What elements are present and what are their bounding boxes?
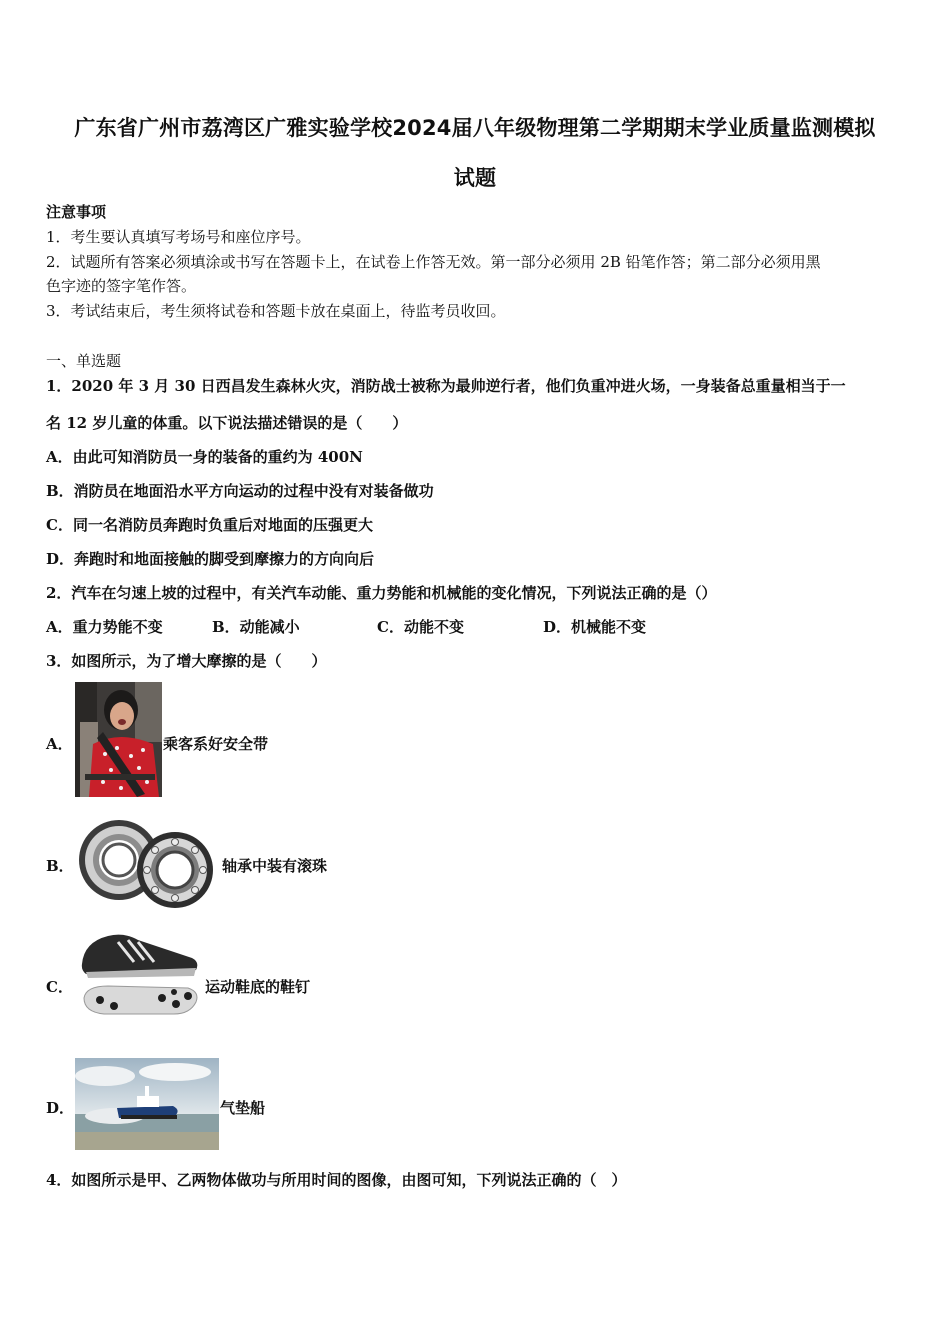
section-heading: 一、单选题 [46, 352, 122, 370]
question-3-option-d-letter: D． [46, 1099, 75, 1117]
question-3-option-b-text: 轴承中装有滚珠 [222, 857, 328, 875]
question-3-option-c-text: 运动鞋底的鞋钉 [205, 978, 311, 996]
question-2-option-d: D．机械能不变 [543, 618, 647, 636]
question-1-option-c: C．同一名消防员奔跑时负重后对地面的压强更大 [46, 516, 373, 534]
question-3-option-d-text: 气垫船 [220, 1099, 266, 1117]
ball-bearings-photo [75, 818, 220, 908]
question-3-option-c-letter: C． [46, 978, 73, 996]
question-1-stem-continued: 名 12 岁儿童的体重。以下说法描述错误的是（ ） [46, 414, 408, 432]
notice-item: 1．考生要认真填写考场号和座位序号。 [46, 228, 311, 246]
question-1-option-b: B．消防员在地面沿水平方向运动的过程中没有对装备做功 [46, 482, 434, 500]
question-1-stem: 1．2020 年 3 月 30 日西昌发生森林火灾，消防战士被称为最帅逆行者，他们负重冲进火场，一身装备总重量相当于一 [46, 377, 846, 395]
notice-heading: 注意事项 [46, 203, 107, 221]
ball-bearings-image [75, 818, 220, 908]
question-1-option-a: A．由此可知消防员一身的装备的重约为 400N [46, 448, 363, 466]
question-3-option-a-text: 乘客系好安全带 [163, 735, 269, 753]
page-title: 广东省广州市荔湾区广雅实验学校2024届八年级物理第二学期期末学业质量监测模拟 [74, 116, 876, 140]
notice-item: 3．考试结束后，考生须将试卷和答题卡放在桌面上，待监考员收回。 [46, 302, 506, 320]
page-title-continued: 试题 [453, 166, 497, 190]
question-2-option-a: A．重力势能不变 [46, 618, 163, 636]
hovercraft-photo [75, 1058, 219, 1150]
notice-item: 色字迹的签字笔作答。 [46, 277, 197, 295]
question-3-option-a-letter: A． [46, 735, 73, 753]
girl-seatbelt-image [75, 682, 162, 797]
question-1-option-d: D．奔跑时和地面接触的脚受到摩擦力的方向向后 [46, 550, 375, 568]
question-3-option-b-letter: B． [46, 857, 74, 875]
girl-seatbelt-photo [75, 682, 162, 797]
question-4-stem: 4．如图所示是甲、乙两物体做功与所用时间的图像，由图可知，下列说法正确的（ ） [46, 1171, 627, 1189]
football-boot-photo [78, 928, 202, 1024]
question-3-stem: 3．如图所示，为了增大摩擦的是（ ） [46, 652, 327, 670]
notice-item: 2．试题所有答案必须填涂或书写在答题卡上，在试卷上作答无效。第一部分必须用 2B 铅笔作答；第二部分必须用黑 [46, 253, 821, 271]
question-2-stem: 2．汽车在匀速上坡的过程中，有关汽车动能、重力势能和机械能的变化情况，下列说法正确的是（） [46, 584, 717, 602]
question-2-option-c: C．动能不变 [377, 618, 464, 636]
hovercraft-image [75, 1058, 219, 1150]
question-2-option-b: B．动能减小 [212, 618, 300, 636]
football-boot-image [78, 928, 202, 1024]
